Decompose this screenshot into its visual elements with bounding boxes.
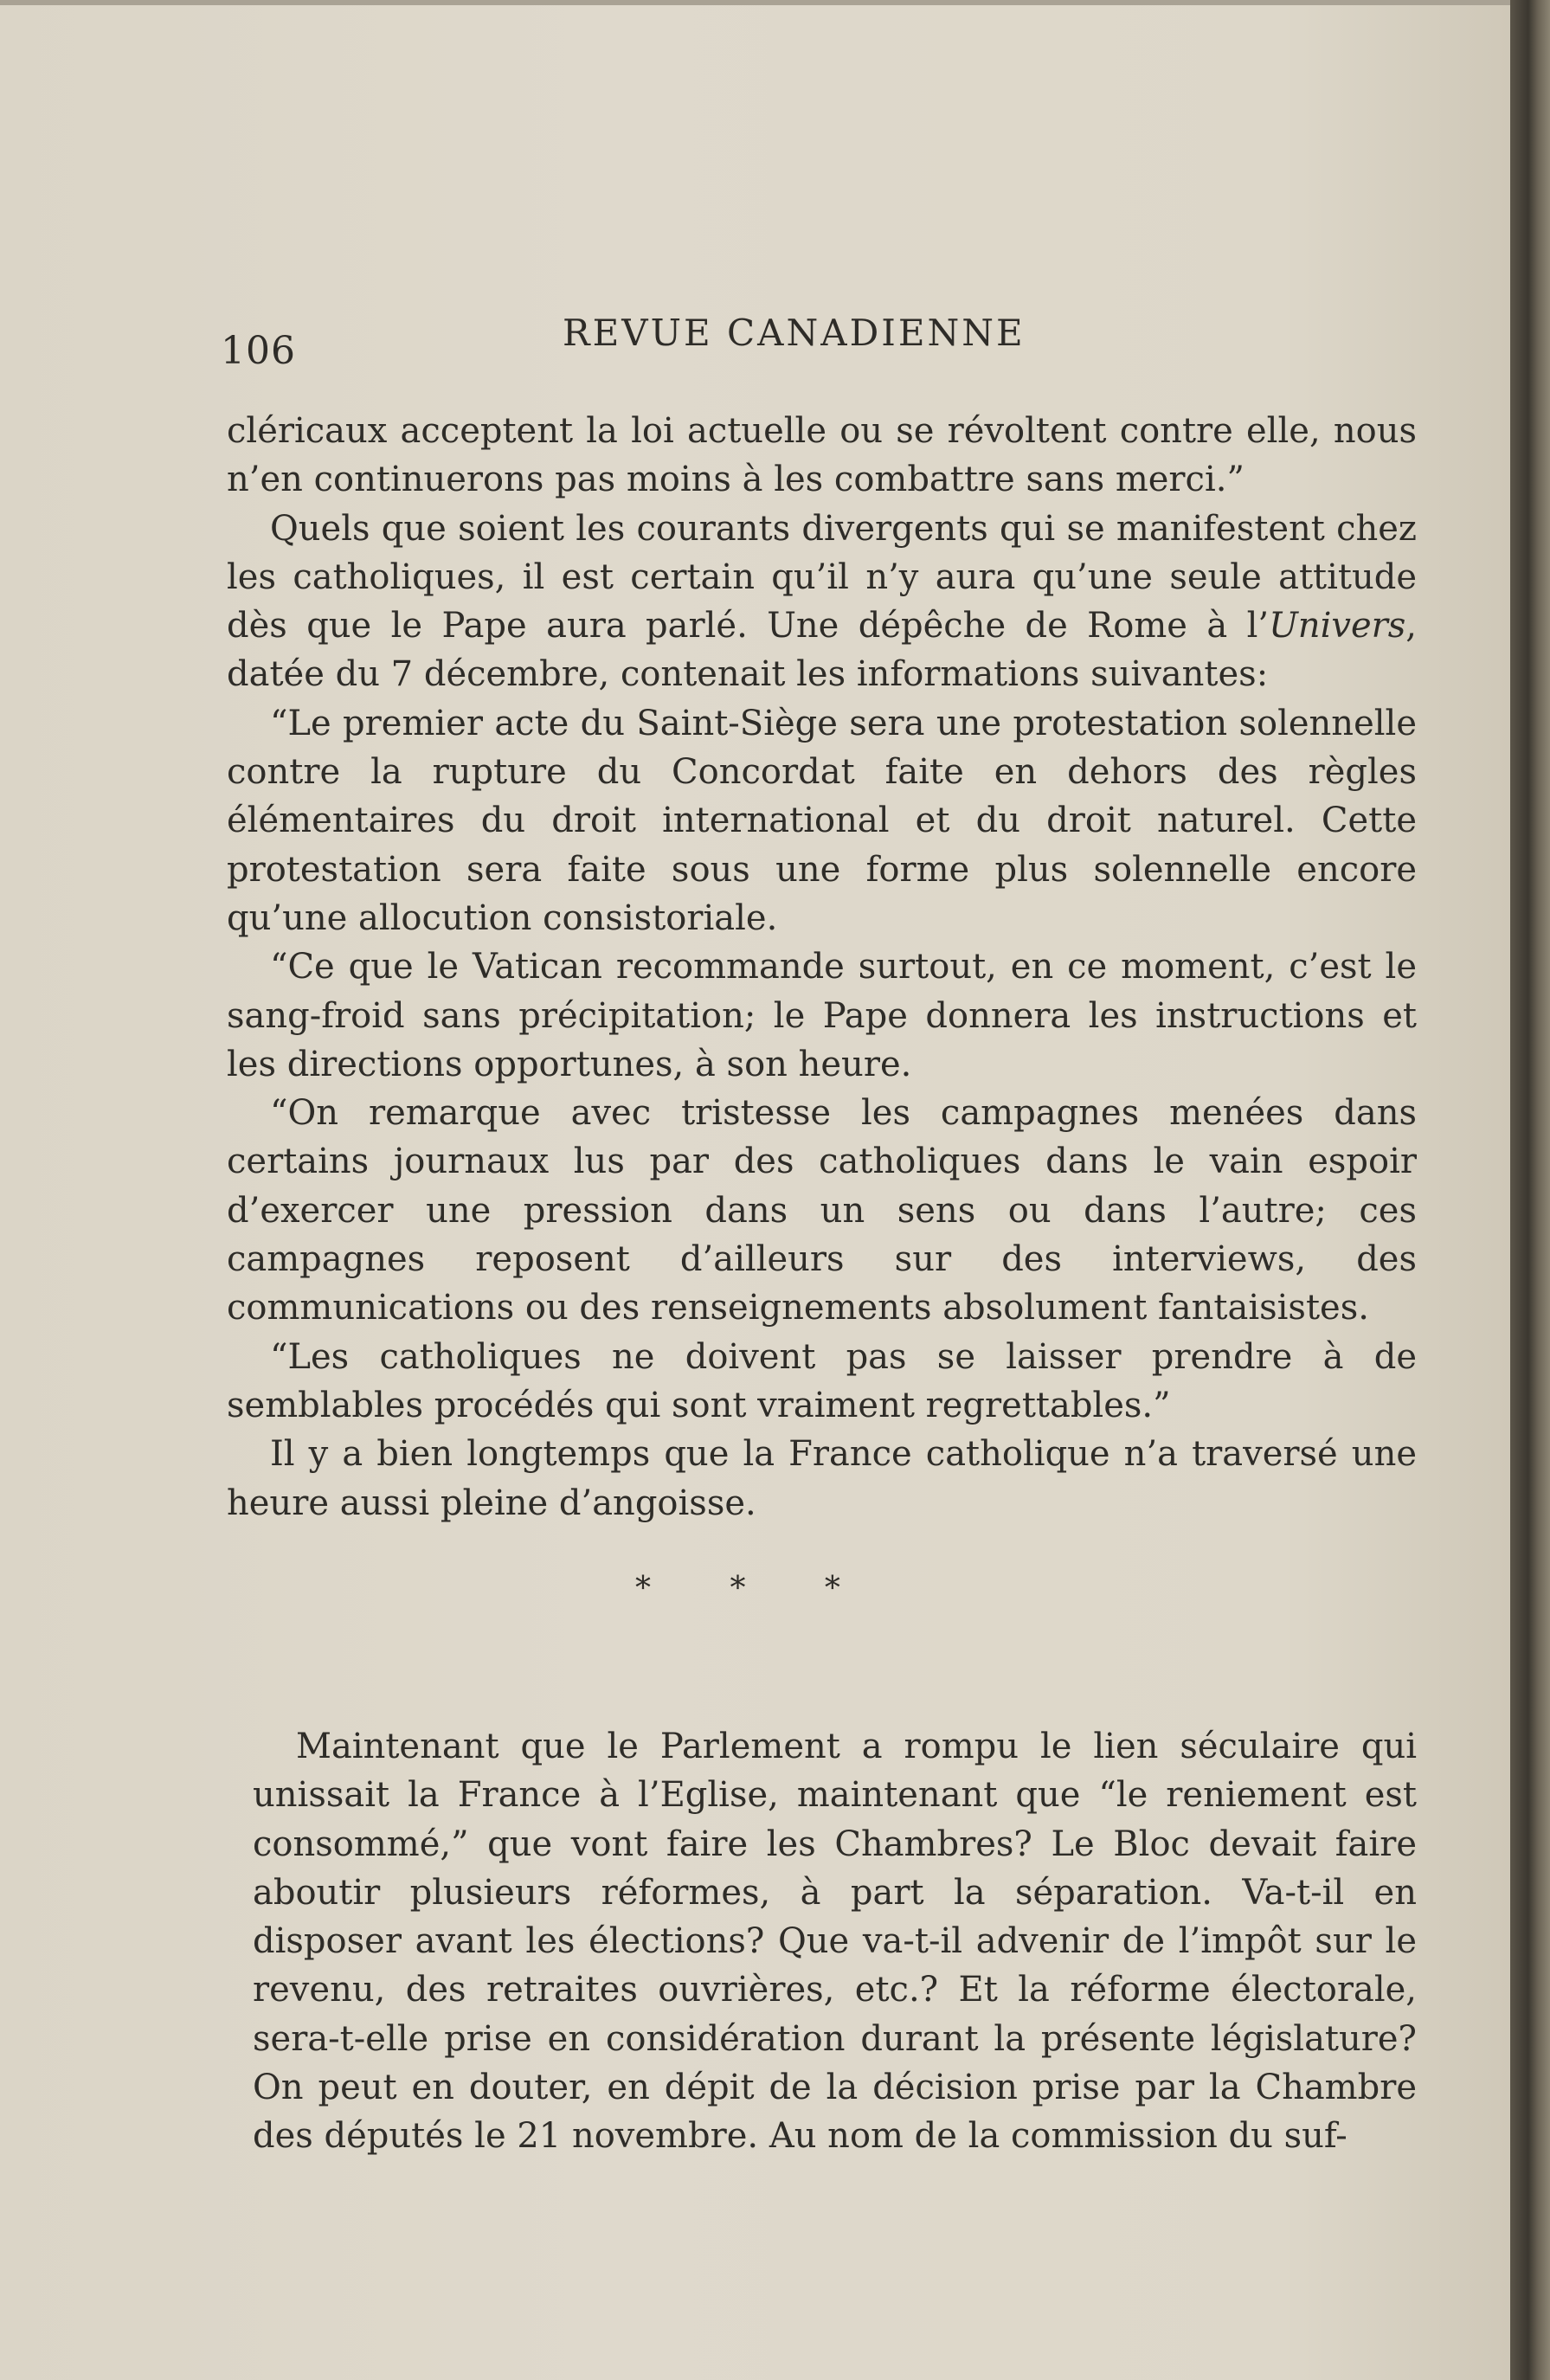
paragraph-text: Quels que soient les courants divergents qui se manifestent chez les catholiques, il est certain qu’il n’y aura qu’une seule attitude dès que le Pape aura parlé. Une dépêche de Rome à l’ [227, 508, 1417, 646]
body-text-bottom [253, 1722, 1417, 2161]
section-separator-asterisks: * * * [635, 1571, 875, 1606]
paragraph-angoisse: Il y a bien longtemps que la France catholique n’a traversé une heure aussi pleine d’angoisse. [227, 1434, 1417, 1523]
top-edge-rule [0, 0, 1510, 5]
book-spine-shadow [1510, 0, 1550, 2380]
paragraph-quote-vatican: “Ce que le Vatican recommande surtout, en ce moment, c’est le sang-froid sans précipitation; le Pape donnera les instructions et les directions opportunes, à son heure. [227, 947, 1417, 1084]
paragraph-text: , datée du 7 décembre, contenait les informations suivantes: [227, 606, 1417, 695]
paragraph-quels-que-soient [227, 505, 1417, 699]
page-header [221, 312, 1424, 372]
page-number: 106 [221, 329, 296, 373]
italic-title-univers: Univers [1269, 606, 1406, 646]
paragraph-quote-tristesse: “On remarque avec tristesse les campagnes menées dans certains journaux lus par des catholiques dans le vain espoir d’exercer une pression dans un sens ou dans l’autre; ces campagnes reposent d’ailleurs sur des interviews, des communications ou des renseignements absolument fantaisistes. [227, 1093, 1417, 1328]
paragraph-continuation: cléricaux acceptent la loi actuelle ou se révoltent contre elle, nous n’en continuerons pas moins à les combattre sans merci.” [227, 411, 1417, 500]
running-title: REVUE CANADIENNE [563, 312, 1026, 354]
body-text-top [227, 407, 1417, 1528]
paragraph-maintenant: Maintenant que le Parlement a rompu le lien séculaire qui unissait la France à l’Eglise, maintenant que “le reniement est consommé,” que vont faire les Chambres? Le Bloc devait faire aboutir plusieurs réformes, à part la séparation. Va-t-il en disposer avant les élections? Que va-t-il advenir de l’impôt sur le revenu, des retraites ouvrières, etc.? Et la réforme électorale, sera-t-elle prise en considération durant la présente législature? On peut en douter, en dépit de la décision prise par la Chambre des députés le 21 novembre. Au nom de la commission du suf- [253, 1727, 1417, 2157]
paragraph-quote-premier-acte: “Le premier acte du Saint-Siège sera une protestation solennelle contre la rupture du Concordat faite en dehors des règles élémentaires du droit international et du droit naturel. Cette protestation sera faite sous une forme plus solennelle encore qu’une allocution consistoriale. [227, 703, 1417, 938]
paragraph-quote-catholiques: “Les catholiques ne doivent pas se laisser prendre à de semblables procédés qui sont vraiment regrettables.” [227, 1336, 1417, 1425]
